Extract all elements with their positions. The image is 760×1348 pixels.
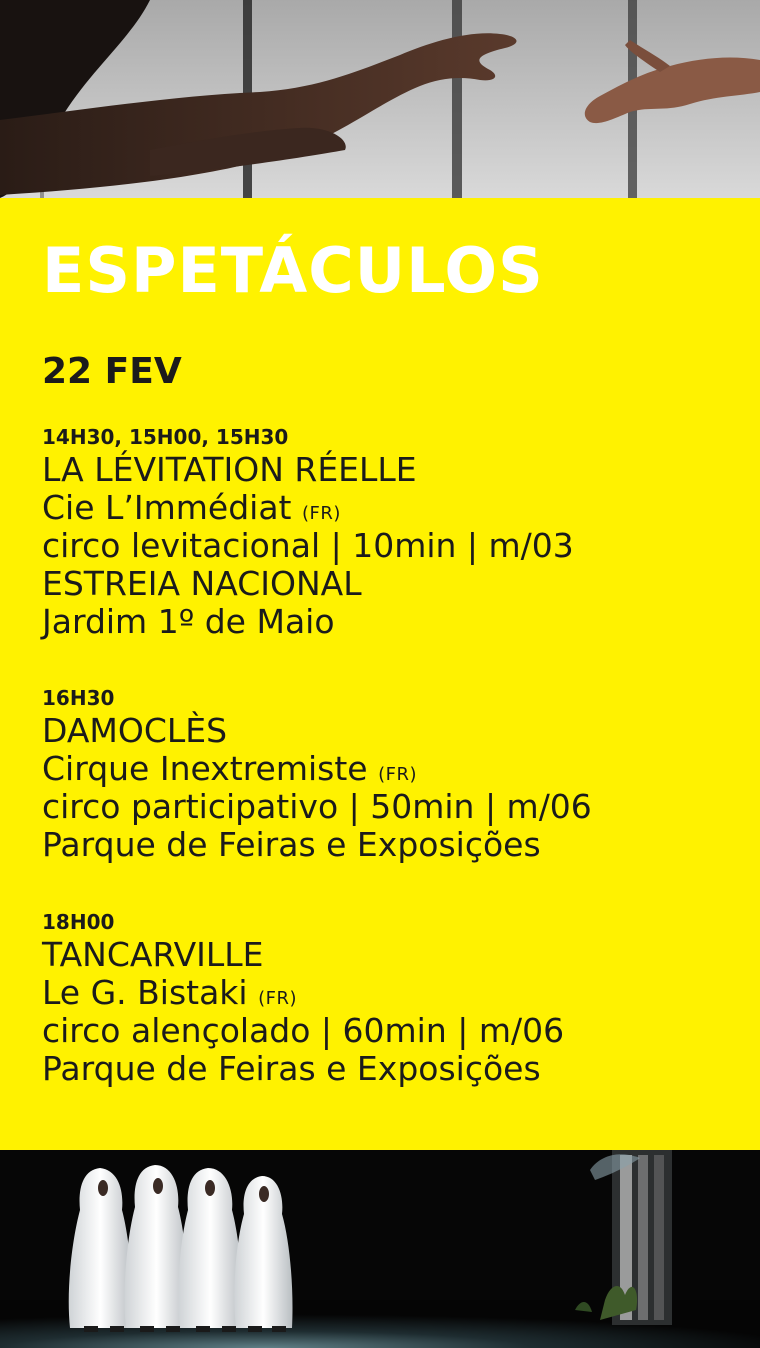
company-name: Cirque Inextremiste xyxy=(42,749,368,788)
hands-reaching-photo xyxy=(0,0,760,198)
country-code: (FR) xyxy=(301,503,341,524)
country-code: (FR) xyxy=(258,988,297,1009)
event-details: circo levitacional | 10min | m/03 xyxy=(42,526,574,565)
company-name: Le G. Bistaki xyxy=(42,973,248,1012)
event-details: circo participativo | 50min | m/06 xyxy=(42,787,592,826)
event-item xyxy=(42,684,742,864)
top-photo xyxy=(0,0,760,198)
event-venue: Parque de Feiras e Exposições xyxy=(42,1049,541,1088)
company-name: Cie L’Immédiat xyxy=(42,488,292,527)
event-company xyxy=(42,974,742,1012)
event-item xyxy=(42,908,742,1088)
country-code: (FR) xyxy=(378,764,417,785)
event-name: DAMOCLÈS xyxy=(42,711,228,750)
event-time: 18H00 xyxy=(42,910,115,934)
bottom-photo xyxy=(0,1150,760,1348)
event-name: TANCARVILLE xyxy=(42,935,264,974)
event-item xyxy=(42,423,742,641)
event-company xyxy=(42,489,742,527)
event-time: 14H30, 15H00, 15H30 xyxy=(42,425,289,449)
white-shrouded-performers-photo xyxy=(0,1150,760,1348)
event-venue: Parque de Feiras e Exposições xyxy=(42,825,541,864)
event-name: LA LÉVITATION RÉELLE xyxy=(42,450,417,489)
event-details: circo alençolado | 60min | m/06 xyxy=(42,1011,565,1050)
event-time: 16H30 xyxy=(42,686,115,710)
event-venue: Jardim 1º de Maio xyxy=(42,602,335,641)
page-title: ESPETÁCULOS xyxy=(42,234,544,307)
event-note: ESTREIA NACIONAL xyxy=(42,564,362,603)
event-company xyxy=(42,750,742,788)
schedule-date: 22 FEV xyxy=(42,351,182,392)
